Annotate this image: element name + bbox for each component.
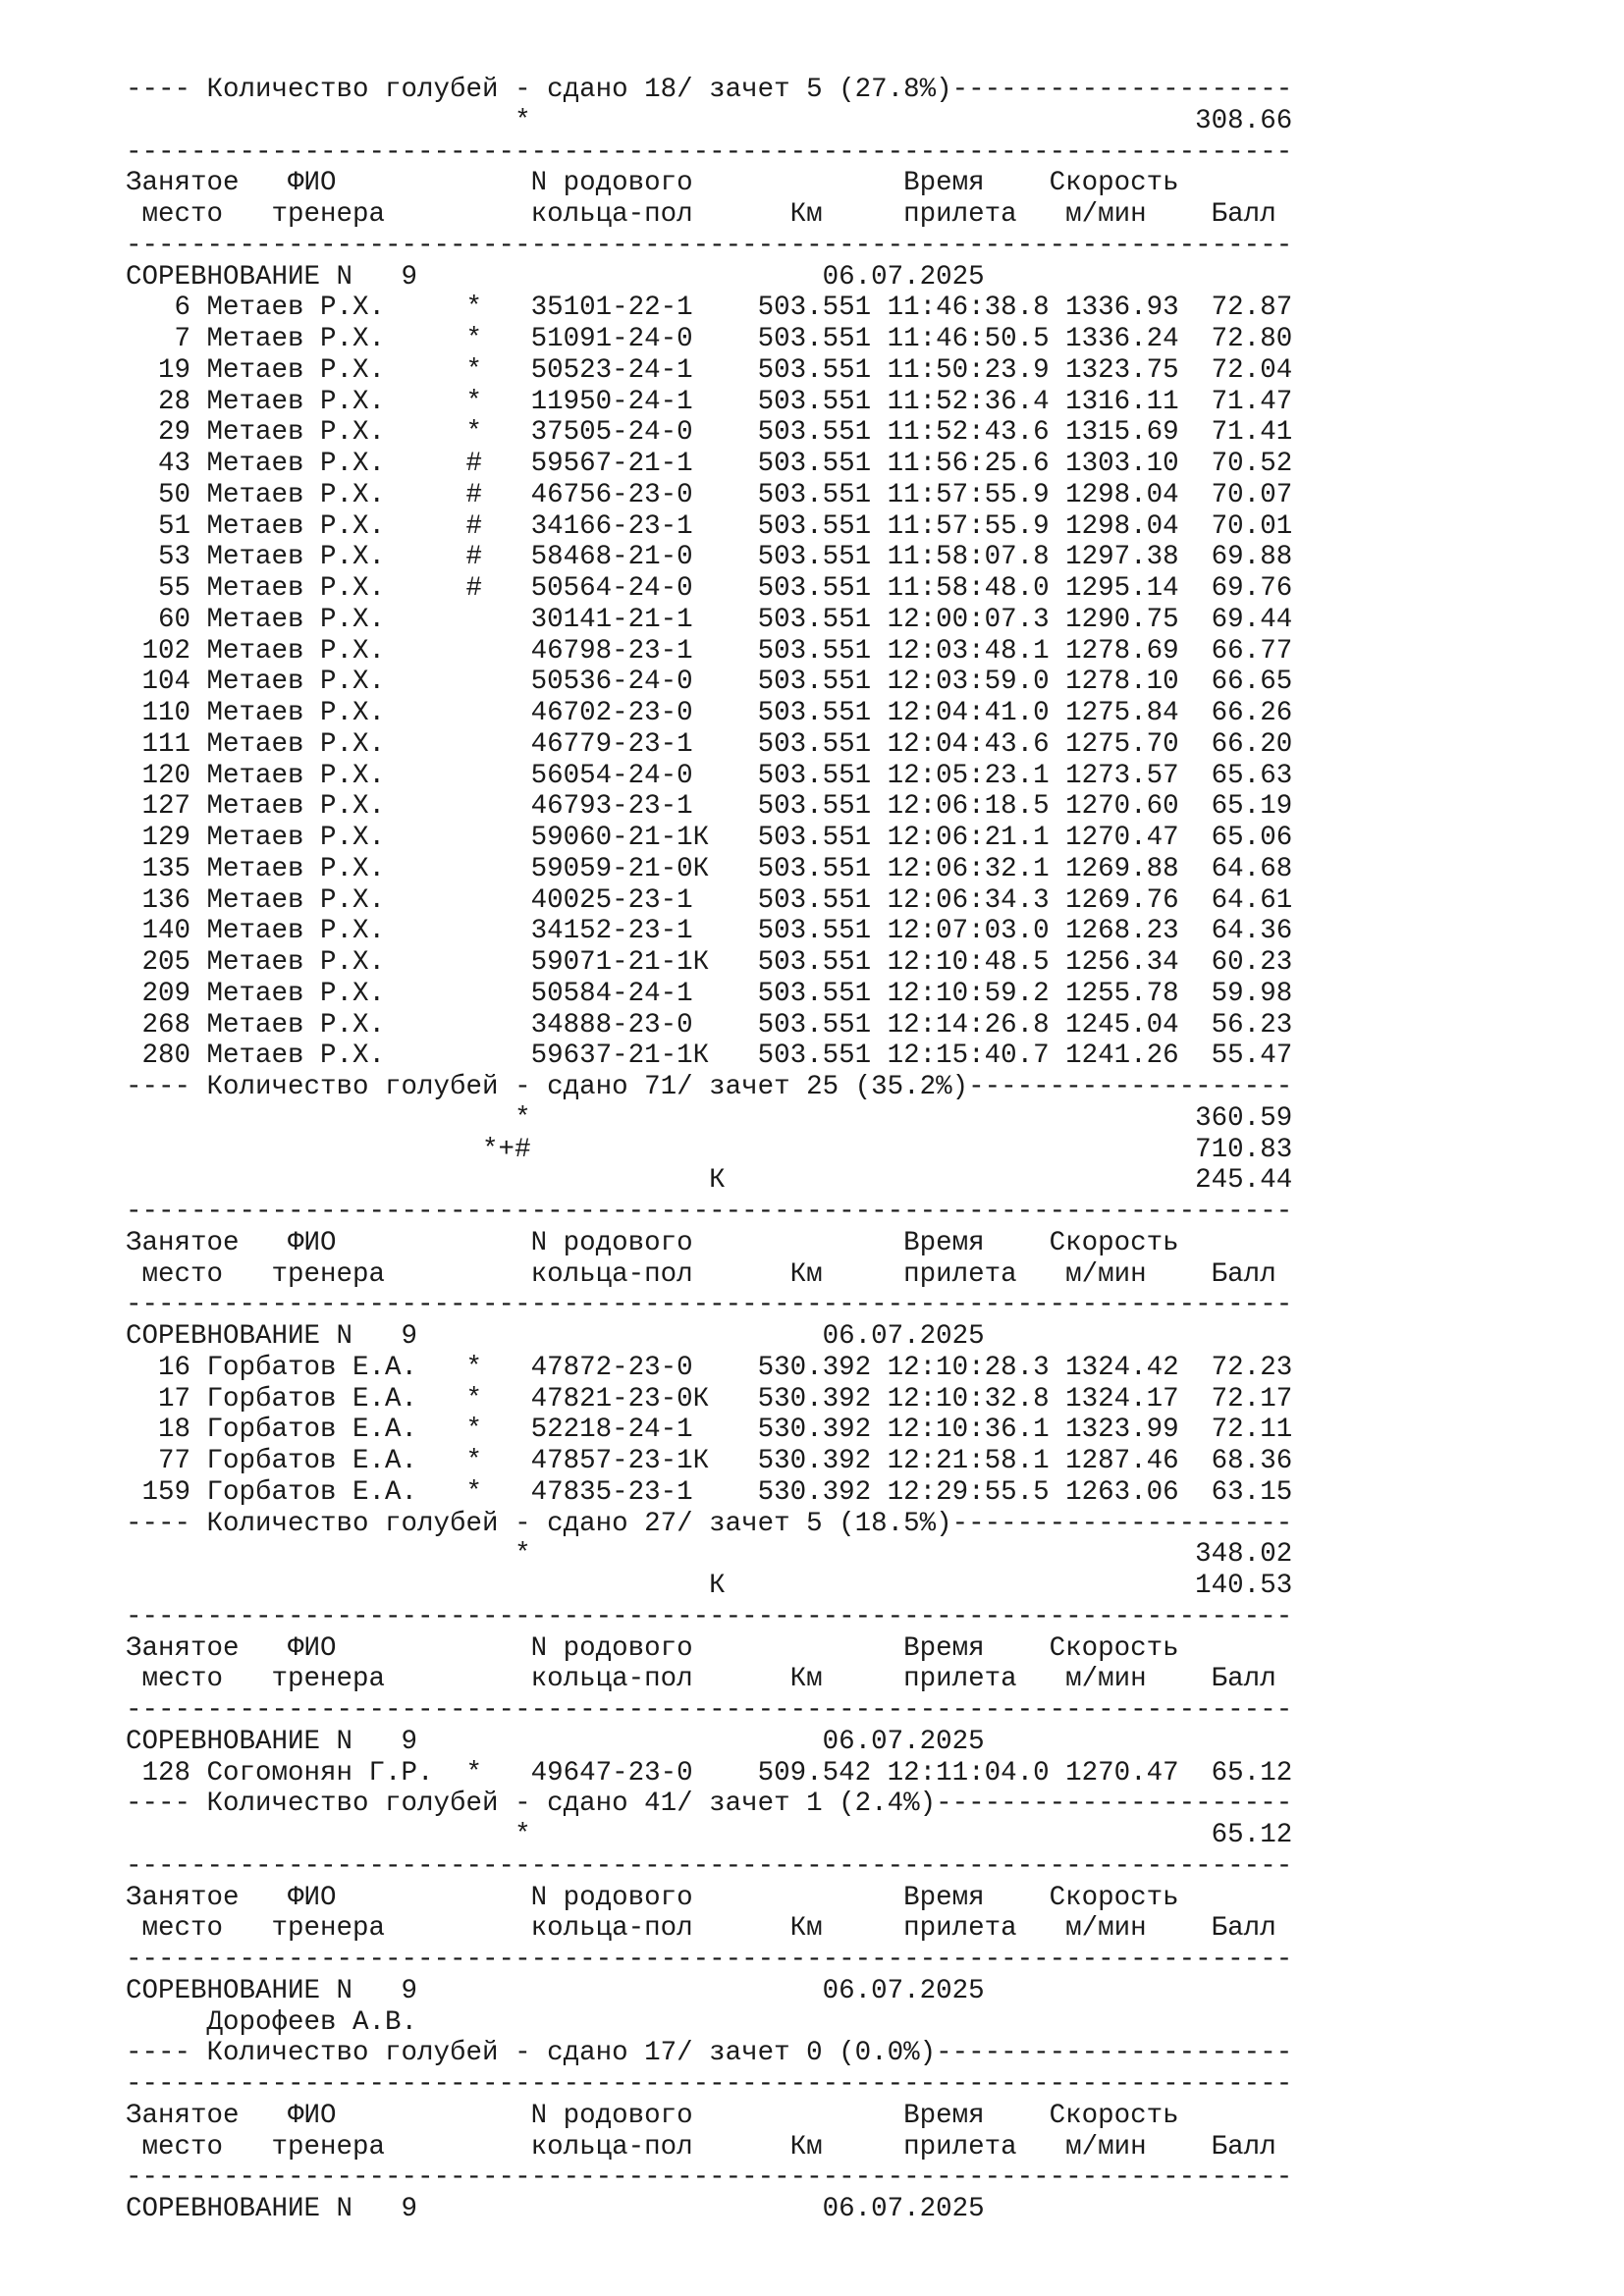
report-line: К 140.53 [126, 1571, 1293, 1601]
report-line: 51 Метаев Р.Х. # 34166-23-1 503.551 11:57:55.9 1298.04 70.01 [126, 510, 1293, 542]
report-line: СОРЕВНОВАНИЕ N 9 06.07.2025 [126, 1726, 985, 1757]
report-line: Занятое ФИО N родового Время Скорость [126, 1882, 1179, 1913]
report-line: 140 Метаев Р.Х. 34152-23-1 503.551 12:07:03.0 1268.23 64.36 [126, 916, 1293, 947]
report-line: * 65.12 [126, 1820, 1293, 1850]
report-line: ---- Количество голубей - сдано 27/ зачет 5 (18.5%)--------------------- [126, 1508, 1293, 1539]
report-line: 55 Метаев Р.Х. # 50564-24-0 503.551 11:58:48.0 1295.14 69.76 [126, 573, 1293, 604]
report-line: 129 Метаев Р.Х. 59060-21-1К 503.551 12:06:21.1 1270.47 65.06 [126, 823, 1293, 853]
report-line: ------------------------------------------------------------------------ [126, 1850, 1293, 1882]
report-line: 205 Метаев Р.Х. 59071-21-1К 503.551 12:10:48.5 1256.34 60.23 [126, 947, 1293, 978]
report-line: место тренера кольца-пол Км прилета м/мин Балл [126, 1913, 1276, 1945]
report-line: СОРЕВНОВАНИЕ N 9 06.07.2025 [126, 2194, 985, 2224]
report-line: 111 Метаев Р.Х. 46779-23-1 503.551 12:04:43.6 1275.70 66.20 [126, 728, 1293, 760]
report-line: 17 Горбатов Е.А. * 47821-23-0К 530.392 12:10:32.8 1324.17 72.17 [126, 1383, 1293, 1415]
report-line: 209 Метаев Р.Х. 50584-24-1 503.551 12:10:59.2 1255.78 59.98 [126, 978, 1293, 1009]
report-line: 6 Метаев Р.Х. * 35101-22-1 503.551 11:46:38.8 1336.93 72.87 [126, 293, 1293, 324]
report-line: К 245.44 [126, 1165, 1293, 1197]
report-line: 104 Метаев Р.Х. 50536-24-0 503.551 12:03:59.0 1278.10 66.65 [126, 667, 1293, 698]
report-line: 120 Метаев Р.Х. 56054-24-0 503.551 12:05:23.1 1273.57 65.63 [126, 760, 1293, 791]
report-line: 135 Метаев Р.Х. 59059-21-0К 503.551 12:06:32.1 1269.88 64.68 [126, 853, 1293, 884]
report-line: 19 Метаев Р.Х. * 50523-24-1 503.551 11:50:23.9 1323.75 72.04 [126, 354, 1293, 386]
report-line: ------------------------------------------------------------------------ [126, 1290, 1293, 1321]
report-line: СОРЕВНОВАНИЕ N 9 06.07.2025 [126, 1321, 985, 1352]
report-line: * 348.02 [126, 1539, 1293, 1571]
report-line: ---- Количество голубей - сдано 41/ зачет 1 (2.4%)---------------------- [126, 1789, 1293, 1820]
report-line: ------------------------------------------------------------------------ [126, 1601, 1293, 1632]
report-line: 159 Горбатов Е.А. * 47835-23-1 530.392 12:29:55.5 1263.06 63.15 [126, 1476, 1293, 1508]
report-line: 53 Метаев Р.Х. # 58468-21-0 503.551 11:58:07.8 1297.38 69.88 [126, 542, 1293, 573]
report-line: Занятое ФИО N родового Время Скорость [126, 168, 1179, 199]
report-line: ------------------------------------------------------------------------ [126, 2163, 1293, 2194]
report-line: 43 Метаев Р.Х. # 59567-21-1 503.551 11:56:25.6 1303.10 70.52 [126, 449, 1293, 479]
report-line: ---- Количество голубей - сдано 17/ зачет 0 (0.0%)---------------------- [126, 2038, 1293, 2069]
report-line: место тренера кольца-пол Км прилета м/мин Балл [126, 2131, 1276, 2163]
report-line: ---- Количество голубей - сдано 18/ зачет 5 (27.8%)--------------------- [126, 75, 1293, 105]
report-line: 16 Горбатов Е.А. * 47872-23-0 530.392 12:10:28.3 1324.42 72.23 [126, 1352, 1293, 1383]
report-line: ------------------------------------------------------------------------ [126, 2069, 1293, 2100]
report-line: Занятое ФИО N родового Время Скорость [126, 1632, 1179, 1664]
report-line: ------------------------------------------------------------------------ [126, 230, 1293, 261]
report-line: 28 Метаев Р.Х. * 11950-24-1 503.551 11:52:36.4 1316.11 71.47 [126, 386, 1293, 417]
report-line: 7 Метаев Р.Х. * 51091-24-0 503.551 11:46:50.5 1336.24 72.80 [126, 324, 1293, 354]
report-line: СОРЕВНОВАНИЕ N 9 06.07.2025 [126, 261, 985, 293]
report-line: 77 Горбатов Е.А. * 47857-23-1К 530.392 12:21:58.1 1287.46 68.36 [126, 1446, 1293, 1476]
report-line: 127 Метаев Р.Х. 46793-23-1 503.551 12:06:18.5 1270.60 65.19 [126, 791, 1293, 823]
report-line: 280 Метаев Р.Х. 59637-21-1К 503.551 12:15:40.7 1241.26 55.47 [126, 1041, 1293, 1072]
report-line: Занятое ФИО N родового Время Скорость [126, 1227, 1179, 1258]
results-printout [126, 75, 1292, 2225]
report-line: 268 Метаев Р.Х. 34888-23-0 503.551 12:14:26.8 1245.04 56.23 [126, 1009, 1293, 1041]
report-line: 18 Горбатов Е.А. * 52218-24-1 530.392 12:10:36.1 1323.99 72.11 [126, 1415, 1293, 1446]
report-line: ------------------------------------------------------------------------ [126, 1945, 1293, 1975]
report-line: 29 Метаев Р.Х. * 37505-24-0 503.551 11:52:43.6 1315.69 71.41 [126, 417, 1293, 449]
report-line: ---- Количество голубей - сдано 71/ зачет 25 (35.2%)-------------------- [126, 1072, 1293, 1102]
report-line: место тренера кольца-пол Км прилета м/мин Балл [126, 1258, 1276, 1290]
report-line: 60 Метаев Р.Х. 30141-21-1 503.551 12:00:07.3 1290.75 69.44 [126, 604, 1293, 635]
report-line: 128 Согомонян Г.Р. * 49647-23-0 509.542 12:11:04.0 1270.47 65.12 [126, 1757, 1293, 1789]
report-line: * 360.59 [126, 1102, 1293, 1134]
report-line: ------------------------------------------------------------------------ [126, 136, 1293, 168]
report-line: 136 Метаев Р.Х. 40025-23-1 503.551 12:06:34.3 1269.76 64.61 [126, 884, 1293, 916]
report-line: ------------------------------------------------------------------------ [126, 1695, 1293, 1726]
report-line: 50 Метаев Р.Х. # 46756-23-0 503.551 11:57:55.9 1298.04 70.07 [126, 479, 1293, 510]
report-line: СОРЕВНОВАНИЕ N 9 06.07.2025 [126, 1975, 985, 2006]
report-line: 102 Метаев Р.Х. 46798-23-1 503.551 12:03:48.1 1278.69 66.77 [126, 635, 1293, 667]
report-line: *+# 710.83 [126, 1134, 1293, 1165]
report-line: ------------------------------------------------------------------------ [126, 1197, 1293, 1227]
report-line: 110 Метаев Р.Х. 46702-23-0 503.551 12:04:41.0 1275.84 66.26 [126, 698, 1293, 728]
report-line: Дорофеев А.В. [126, 2006, 418, 2038]
report-line: Занятое ФИО N родового Время Скорость [126, 2100, 1179, 2131]
report-line: место тренера кольца-пол Км прилета м/мин Балл [126, 199, 1276, 230]
report-line: * 308.66 [126, 105, 1293, 136]
report-line: место тренера кольца-пол Км прилета м/мин Балл [126, 1664, 1276, 1695]
